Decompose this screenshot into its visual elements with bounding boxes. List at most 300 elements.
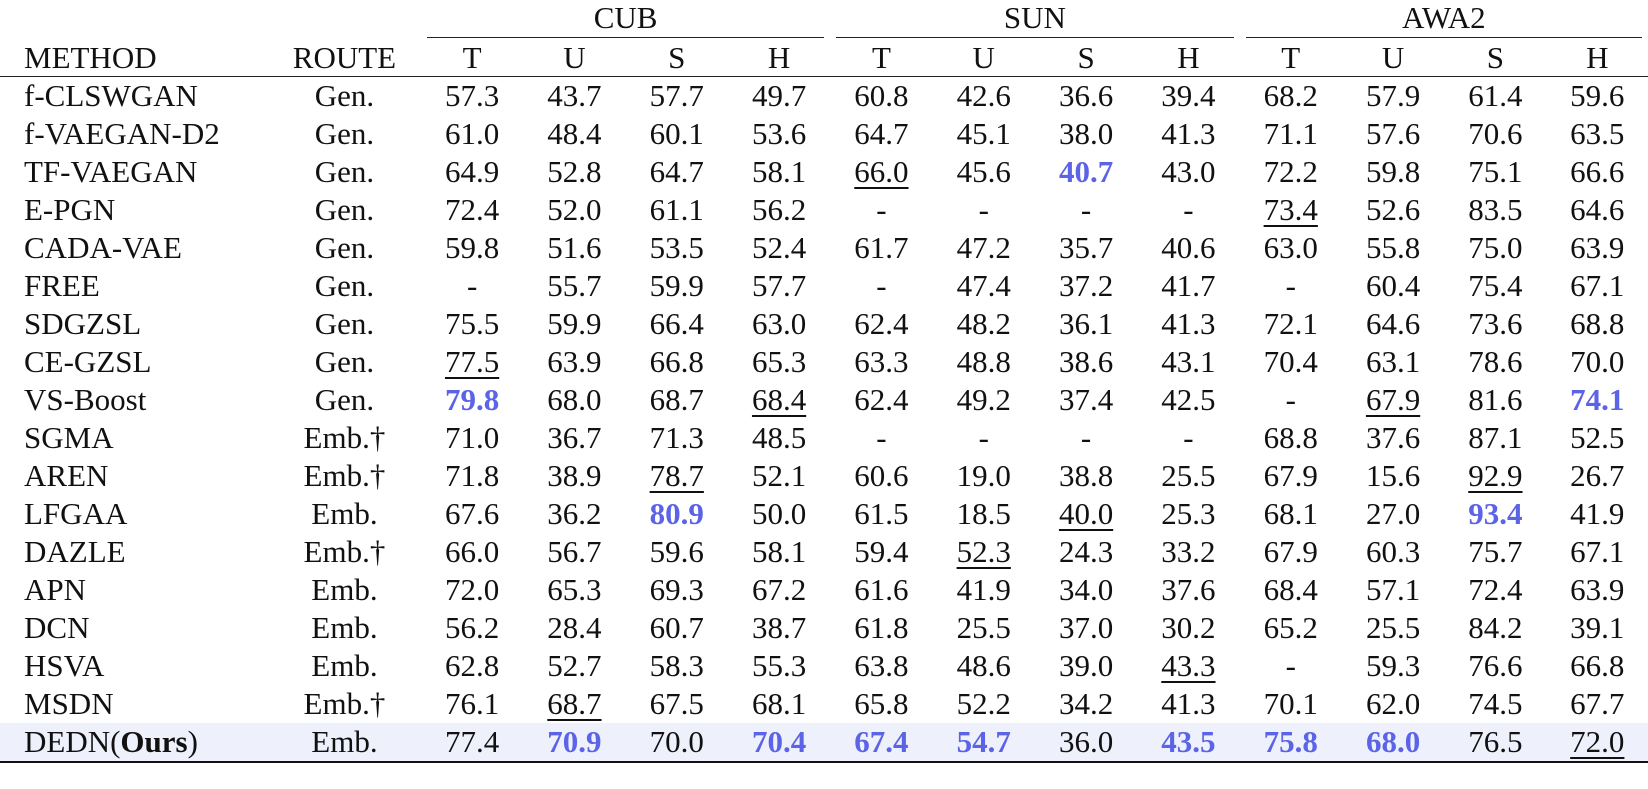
value-text: 75.0 (1468, 230, 1523, 265)
value-text: 34.2 (1058, 686, 1114, 721)
group-header-sun: SUN (830, 0, 1239, 38)
value-text: 48.6 (956, 648, 1011, 683)
value-text: 66.4 (649, 306, 704, 341)
ours-row (0, 723, 1648, 762)
value-cell (728, 229, 830, 267)
value-cell (626, 115, 728, 153)
value-text: 43.1 (1161, 344, 1216, 379)
value-text: 57.3 (444, 78, 500, 113)
value-text: 64.7 (649, 154, 704, 189)
value-text: 60.3 (1365, 534, 1421, 569)
value-text: 93.4 (1468, 496, 1523, 531)
value-cell (728, 305, 830, 343)
value-cell (1342, 533, 1444, 571)
table-row (0, 115, 1648, 153)
value-cell (728, 419, 830, 457)
value-text: 24.3 (1058, 534, 1114, 569)
value-cell (830, 381, 932, 419)
value-cell (1342, 457, 1444, 495)
value-cell (728, 381, 830, 419)
method-name-cell (0, 723, 268, 762)
value-cell (421, 229, 523, 267)
value-cell (1240, 571, 1342, 609)
value-text: 58.1 (751, 154, 807, 189)
value-text: 71.0 (444, 420, 500, 455)
value-text: 49.2 (956, 382, 1011, 417)
value-cell (1444, 571, 1546, 609)
value-text: 52.1 (751, 458, 807, 493)
subcol-header: T (830, 38, 932, 77)
table-row (0, 571, 1648, 609)
value-cell (728, 267, 830, 305)
value-cell (830, 571, 932, 609)
value-cell (626, 191, 728, 229)
value-cell (1240, 305, 1342, 343)
value-text: 56.2 (444, 610, 500, 645)
value-cell (933, 723, 1035, 762)
value-cell (1342, 495, 1444, 533)
value-text: 67.6 (444, 496, 500, 531)
value-text: 25.5 (1161, 458, 1216, 493)
value-cell (1137, 191, 1239, 229)
value-cell (1137, 533, 1239, 571)
value-cell (1547, 647, 1648, 685)
value-cell (1137, 381, 1239, 419)
value-text: 62.0 (1365, 686, 1421, 721)
value-text: 92.9 (1468, 458, 1523, 493)
method-name-cell: CE-GZSL (24, 344, 152, 379)
value-cell (626, 685, 728, 723)
value-text: 52.4 (751, 230, 807, 265)
value-text: 72.0 (444, 572, 500, 607)
value-text: 48.5 (751, 420, 807, 455)
value-cell (1342, 77, 1444, 116)
method-name-cell: SDGZSL (24, 306, 142, 341)
value-text: 59.6 (1570, 78, 1625, 113)
value-text: - (1285, 268, 1296, 303)
group-header-cub: CUB (421, 0, 830, 38)
table-row (0, 343, 1648, 381)
value-text: 52.2 (956, 686, 1011, 721)
table-row (0, 153, 1648, 191)
route-cell: Emb. (311, 572, 378, 607)
value-cell (1035, 495, 1137, 533)
method-name-cell: APN (24, 572, 87, 607)
value-cell (728, 115, 830, 153)
value-cell (933, 495, 1035, 533)
value-text: 68.8 (1570, 306, 1625, 341)
value-cell (1342, 381, 1444, 419)
value-text: 78.6 (1468, 344, 1523, 379)
value-cell (1137, 685, 1239, 723)
value-cell (523, 305, 625, 343)
value-text: - (466, 268, 478, 303)
route-cell: Emb.† (303, 686, 386, 721)
column-header-row (0, 38, 1648, 77)
value-text: 41.3 (1161, 686, 1216, 721)
value-text: 37.2 (1058, 268, 1114, 303)
value-cell (1240, 381, 1342, 419)
value-cell (1240, 115, 1342, 153)
value-cell (1035, 191, 1137, 229)
value-text: 74.5 (1468, 686, 1523, 721)
value-text: 52.7 (547, 648, 602, 683)
table-row (0, 609, 1648, 647)
value-cell (626, 609, 728, 647)
value-cell (1035, 343, 1137, 381)
value-cell (1444, 685, 1546, 723)
group-header-awa2: AWA2 (1240, 0, 1648, 38)
value-cell (830, 495, 932, 533)
value-text: 25.3 (1161, 496, 1216, 531)
value-cell (1035, 533, 1137, 571)
value-text: 39.0 (1058, 648, 1114, 683)
value-cell (933, 685, 1035, 723)
value-text: 38.0 (1058, 116, 1114, 151)
method-name-cell: f-VAEGAN-D2 (24, 116, 220, 151)
value-text: 81.6 (1468, 382, 1523, 417)
value-text: 62.4 (854, 382, 909, 417)
value-text: 55.8 (1365, 230, 1421, 265)
value-text: 61.1 (649, 192, 704, 227)
subcol-header: U (523, 38, 625, 77)
value-text: 27.0 (1365, 496, 1421, 531)
value-cell (1240, 153, 1342, 191)
subcol-header: T (1240, 38, 1342, 77)
value-text: 60.4 (1365, 268, 1421, 303)
table-row (0, 305, 1648, 343)
value-cell (1240, 723, 1342, 762)
value-text: 76.6 (1468, 648, 1523, 683)
value-cell (1137, 571, 1239, 609)
value-text: 59.6 (649, 534, 704, 569)
subcol-header: U (1342, 38, 1444, 77)
value-text: 77.5 (444, 344, 500, 379)
value-text: 60.8 (854, 78, 909, 113)
value-cell (1342, 305, 1444, 343)
value-cell (728, 495, 830, 533)
empty-header-cell (0, 0, 268, 38)
value-cell (1240, 267, 1342, 305)
value-cell (1035, 419, 1137, 457)
value-cell (1137, 77, 1239, 116)
value-cell (830, 115, 932, 153)
value-cell (421, 267, 523, 305)
value-cell (1342, 419, 1444, 457)
value-text: 33.2 (1161, 534, 1216, 569)
value-text: 67.7 (1570, 686, 1625, 721)
value-text: 66.8 (1570, 648, 1625, 683)
table-row (0, 685, 1648, 723)
method-name-cell: SGMA (24, 420, 114, 455)
value-cell (1240, 77, 1342, 116)
value-cell (421, 381, 523, 419)
value-cell (1240, 647, 1342, 685)
value-text: 84.2 (1468, 610, 1523, 645)
value-cell (1342, 267, 1444, 305)
value-cell (933, 571, 1035, 609)
value-cell (523, 191, 625, 229)
value-cell (523, 229, 625, 267)
subcol-header: S (1444, 38, 1546, 77)
value-cell (523, 571, 625, 609)
value-cell (626, 305, 728, 343)
value-text: 57.7 (649, 78, 704, 113)
value-cell (830, 609, 932, 647)
group-header-row (0, 0, 1648, 38)
value-text: - (876, 420, 887, 455)
value-cell (728, 191, 830, 229)
method-name-cell: f-CLSWGAN (24, 78, 198, 113)
value-text: 75.7 (1468, 534, 1523, 569)
table-row (0, 191, 1648, 229)
value-text: 67.9 (1263, 534, 1318, 569)
method-name-cell: HSVA (24, 648, 105, 683)
route-cell: Gen. (314, 306, 375, 341)
value-text: 70.4 (1263, 344, 1318, 379)
value-cell (626, 343, 728, 381)
value-text: 59.3 (1365, 648, 1421, 683)
value-cell (1342, 153, 1444, 191)
value-text: 53.6 (751, 116, 807, 151)
value-text: 67.4 (854, 724, 909, 759)
value-text: 48.2 (956, 306, 1011, 341)
value-cell (421, 77, 523, 116)
value-cell (1035, 267, 1137, 305)
value-cell (728, 153, 830, 191)
value-text: 68.7 (547, 686, 602, 721)
value-text: 67.1 (1570, 268, 1625, 303)
value-text: - (1285, 382, 1296, 417)
value-text: 40.7 (1058, 154, 1114, 189)
value-text: 67.1 (1570, 534, 1625, 569)
value-cell (523, 723, 625, 762)
subcol-header: H (728, 38, 830, 77)
value-cell (1137, 343, 1239, 381)
value-text: 70.4 (751, 724, 807, 759)
value-text: 57.7 (751, 268, 807, 303)
value-text: 68.8 (1263, 420, 1318, 455)
value-text: 60.7 (649, 610, 704, 645)
value-cell (1444, 343, 1546, 381)
value-text: 59.9 (649, 268, 704, 303)
value-text: 52.5 (1570, 420, 1625, 455)
value-text: 48.8 (956, 344, 1011, 379)
value-text: 52.6 (1365, 192, 1421, 227)
value-cell (728, 457, 830, 495)
value-cell (1035, 609, 1137, 647)
value-text: 57.6 (1365, 116, 1421, 151)
value-cell (626, 77, 728, 116)
value-text: 83.5 (1468, 192, 1523, 227)
value-cell (626, 571, 728, 609)
method-name-cell: VS-Boost (24, 382, 147, 417)
value-cell (728, 647, 830, 685)
table-row (0, 533, 1648, 571)
value-cell (728, 723, 830, 762)
value-cell (1137, 229, 1239, 267)
value-text: 61.4 (1468, 78, 1523, 113)
value-cell (830, 343, 932, 381)
value-text: 68.2 (1263, 78, 1318, 113)
value-text: 65.2 (1263, 610, 1318, 645)
value-cell (1444, 77, 1546, 116)
value-text: 65.8 (854, 686, 909, 721)
value-cell (1547, 267, 1648, 305)
value-cell (933, 115, 1035, 153)
value-cell (1240, 191, 1342, 229)
value-cell (1547, 305, 1648, 343)
method-suffix: ) (187, 724, 198, 759)
value-cell (830, 229, 932, 267)
value-cell (830, 267, 932, 305)
value-text: 35.7 (1058, 230, 1114, 265)
value-cell (1444, 267, 1546, 305)
route-cell: Gen. (314, 192, 375, 227)
value-cell (830, 191, 932, 229)
value-text: - (1285, 648, 1296, 683)
value-text: 73.6 (1468, 306, 1523, 341)
value-cell (1240, 609, 1342, 647)
value-cell (1342, 343, 1444, 381)
value-cell (1444, 229, 1546, 267)
value-cell (626, 381, 728, 419)
value-text: 70.9 (547, 724, 602, 759)
value-cell (626, 229, 728, 267)
value-cell (626, 533, 728, 571)
value-cell (626, 419, 728, 457)
value-text: 79.8 (444, 382, 500, 417)
value-cell (933, 191, 1035, 229)
value-text: 66.0 (854, 154, 909, 189)
value-text: 75.5 (444, 306, 500, 341)
value-cell (830, 457, 932, 495)
value-cell (1342, 191, 1444, 229)
value-text: 30.2 (1161, 610, 1216, 645)
value-cell (1547, 77, 1648, 116)
value-cell (1444, 647, 1546, 685)
value-text: 67.9 (1263, 458, 1318, 493)
value-cell (1035, 381, 1137, 419)
value-text: - (876, 192, 887, 227)
value-text: 42.5 (1161, 382, 1216, 417)
value-text: 75.4 (1468, 268, 1523, 303)
value-text: 38.8 (1058, 458, 1114, 493)
value-text: 76.5 (1468, 724, 1523, 759)
value-text: 40.6 (1161, 230, 1216, 265)
value-cell (1444, 191, 1546, 229)
value-text: 71.1 (1263, 116, 1318, 151)
value-text: 52.3 (956, 534, 1011, 569)
value-cell (523, 647, 625, 685)
value-text: 39.4 (1161, 78, 1216, 113)
value-cell (523, 419, 625, 457)
value-cell (830, 685, 932, 723)
value-text: 48.4 (547, 116, 602, 151)
value-cell (1035, 229, 1137, 267)
value-text: 55.3 (751, 648, 807, 683)
method-ours-label: Ours (120, 724, 188, 759)
value-text: 63.3 (854, 344, 909, 379)
value-text: 72.0 (1570, 724, 1625, 759)
value-cell (421, 495, 523, 533)
value-cell (523, 685, 625, 723)
value-text: 43.3 (1161, 648, 1216, 683)
value-text: - (1183, 192, 1194, 227)
value-text: 47.2 (956, 230, 1011, 265)
route-column-header: ROUTE (268, 38, 421, 77)
value-text: 25.5 (1365, 610, 1421, 645)
route-cell: Gen. (314, 78, 375, 113)
value-text: 60.6 (854, 458, 909, 493)
value-cell (1444, 419, 1546, 457)
value-cell (933, 343, 1035, 381)
subcol-header: S (626, 38, 728, 77)
subcol-header: U (933, 38, 1035, 77)
value-text: 63.8 (854, 648, 909, 683)
value-text: 70.1 (1263, 686, 1318, 721)
method-name-cell: E-PGN (24, 192, 116, 227)
table-row (0, 77, 1648, 116)
value-cell (728, 343, 830, 381)
table-body (0, 77, 1648, 763)
value-text: 43.7 (547, 78, 602, 113)
value-cell (1035, 153, 1137, 191)
value-text: - (978, 420, 989, 455)
value-cell (1137, 267, 1239, 305)
value-text: 52.8 (547, 154, 602, 189)
value-text: 76.1 (444, 686, 500, 721)
value-cell (421, 153, 523, 191)
value-text: 45.6 (956, 154, 1011, 189)
value-text: 68.4 (751, 382, 807, 417)
value-cell (421, 647, 523, 685)
value-text: - (978, 192, 989, 227)
table-row (0, 495, 1648, 533)
value-cell (933, 153, 1035, 191)
value-cell (1547, 115, 1648, 153)
value-text: 61.6 (854, 572, 909, 607)
value-text: 75.8 (1263, 724, 1318, 759)
value-text: 61.7 (854, 230, 909, 265)
value-text: 74.1 (1570, 382, 1625, 417)
value-cell (1240, 343, 1342, 381)
value-text: - (876, 268, 887, 303)
value-cell (1444, 533, 1546, 571)
value-text: 45.1 (956, 116, 1011, 151)
value-text: 43.0 (1161, 154, 1216, 189)
value-cell (1035, 115, 1137, 153)
value-text: 36.6 (1058, 78, 1114, 113)
value-cell (1547, 723, 1648, 762)
value-text: 51.6 (547, 230, 602, 265)
value-cell (523, 267, 625, 305)
value-cell (1342, 609, 1444, 647)
value-cell (1444, 305, 1546, 343)
value-cell (1137, 647, 1239, 685)
route-cell: Gen. (314, 230, 375, 265)
value-cell (523, 609, 625, 647)
value-cell (421, 191, 523, 229)
value-text: 38.6 (1058, 344, 1114, 379)
table-row (0, 419, 1648, 457)
value-text: - (1080, 420, 1092, 455)
value-cell (1137, 495, 1239, 533)
value-cell (421, 343, 523, 381)
value-cell (830, 77, 932, 116)
value-text: 66.8 (649, 344, 704, 379)
value-text: 37.6 (1161, 572, 1216, 607)
